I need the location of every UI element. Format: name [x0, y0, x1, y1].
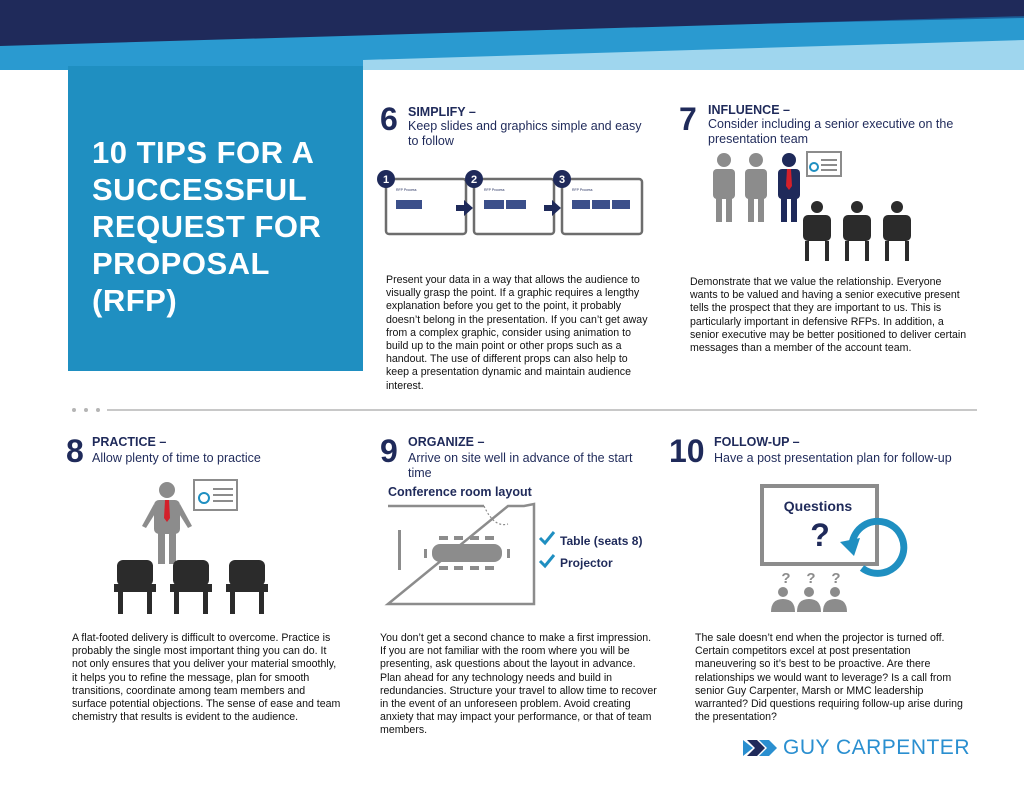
audience-question-2: ? [806, 570, 816, 587]
executive-illustration [706, 150, 926, 265]
tip7-number: 7 [679, 101, 697, 137]
room-layout-title: Conference room layout [388, 485, 532, 499]
check-item-projector: Projector [560, 556, 613, 570]
slides-illustration [376, 168, 648, 240]
tip10-subheading: Have a post presentation plan for follow-up [714, 451, 952, 465]
tip6-number: 6 [380, 101, 398, 137]
page-title: 10 TIPS FOR A SUCCESSFUL REQUEST FOR PROPOSAL (RFP) [92, 135, 322, 318]
company-logo [743, 735, 970, 761]
tip8-body: A flat-footed delivery is difficult to overcome. Practice is probably the single most important thing you can do. It not only ensures that you deliver your material smoothly, it helps you to refine the message, plan for smooth transitions, coordinate among team members and surface potential objections. The sense of ease and team chemistry that results is evident to the audience. [72, 632, 341, 724]
section-divider [107, 409, 977, 411]
divider-dot [84, 408, 88, 412]
step-3-label: 3 [558, 174, 566, 186]
tip9-heading: ORGANIZE – [408, 435, 485, 449]
logo-mark-icon [743, 738, 777, 758]
tip6-subheading: Keep slides and graphics simple and easy to follow [408, 119, 642, 148]
tip7-subheading: Consider including a senior executive on the presentation team [708, 117, 954, 146]
slide-3-title: RFP Process [572, 188, 593, 192]
tip6-heading: SIMPLIFY – [408, 105, 476, 119]
tip6-body: Present your data in a way that allows the audience to visually grasp the point. If a graphic requires a lengthy explanation before you get to the point, it probably doesn’t belong in the presentation. If you can’t get away from a complex graphic, consider using animation to build up to the main point or other props such as a handout. The use of different props can also help to keep a presentation dynamic and maintain audience interest. [386, 274, 648, 392]
tip8-subheading: Allow plenty of time to practice [92, 451, 261, 465]
check-icons [538, 530, 558, 570]
tip10-heading: FOLLOW-UP – [714, 435, 800, 449]
step-1-label: 1 [382, 174, 390, 186]
slide-2-title: RFP Process [484, 188, 505, 192]
slide-1-title: RFP Process [396, 188, 417, 192]
divider-dot [96, 408, 100, 412]
room-outline [384, 500, 536, 610]
divider-dot [72, 408, 76, 412]
tip7-body: Demonstrate that we value the relationship. Everyone wants to be valued and having a senior executive present tells the prospect that they are important to us. This is particularly important in defensive RFPs. In addition, a senior executive may be better positioned to deliver certain messages than a member of the account team. [690, 276, 967, 355]
tip9-body: You don’t get a second chance to make a first impression. If you are not familiar with the room where you will be presenting, ask questions about the layout in advance. Plan ahead for any technology needs and build in redundancies. Structure your travel to allow time to recover in the event of an unforeseen problem. Avoid creating anxiety that may impact your performance, or that of team members. [380, 632, 657, 737]
tip9-subheading: Arrive on site well in advance of the start time [408, 451, 633, 480]
tip10-body: The sale doesn’t end when the projector is turned off. Certain competitors excel at post presentation maneuvering so it’s best to be proactive. Are there relationships we would want to leverage? Is a call from senior Guy Carpenter, Marsh or MMC leadership warranted? Did questions requiring follow-up arise during the presentation? [695, 632, 963, 724]
tip9-number: 9 [380, 433, 398, 469]
check-item-table: Table (seats 8) [560, 534, 643, 548]
tip8-heading: PRACTICE – [92, 435, 167, 449]
tip8-number: 8 [66, 433, 84, 469]
screen-title: Questions [783, 498, 853, 514]
screen-question-mark: ? [810, 517, 830, 553]
tip7-heading: INFLUENCE – [708, 103, 790, 117]
followup-illustration [760, 484, 910, 614]
tip10-number: 10 [669, 433, 705, 469]
logo-text: GUY CARPENTER [783, 736, 970, 759]
audience-question-1: ? [781, 570, 791, 587]
practice-illustration [112, 478, 272, 618]
step-2-label: 2 [470, 174, 478, 186]
audience-question-3: ? [831, 570, 841, 587]
